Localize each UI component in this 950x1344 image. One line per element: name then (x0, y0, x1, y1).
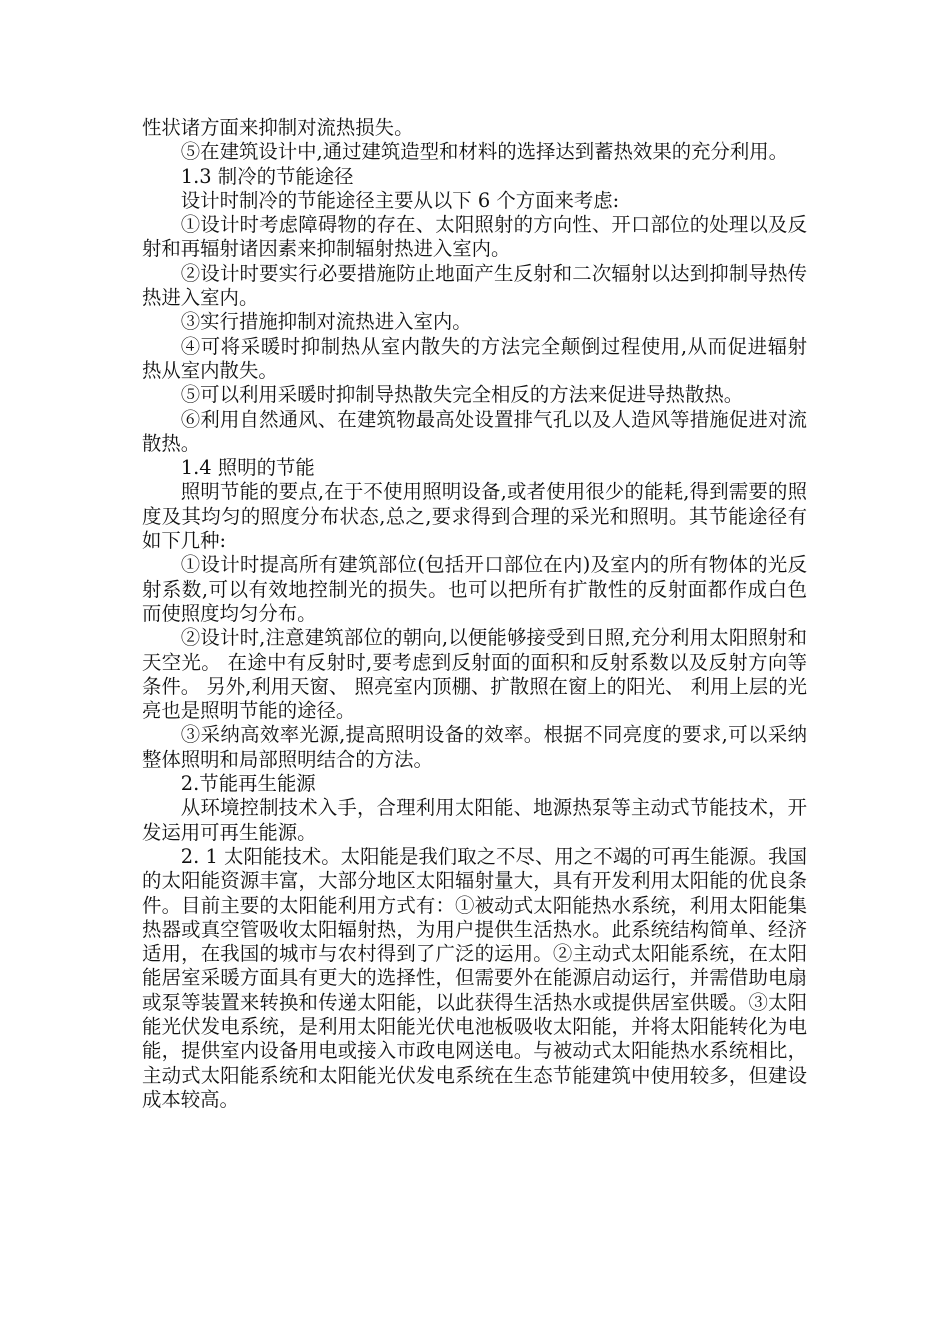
paragraph: ⑤在建筑设计中,通过建筑造型和材料的选择达到蓄热效果的充分利用。 (180, 140, 789, 164)
paragraph: 2. 1 太阳能技术。太阳能是我们取之不尽、用之不竭的可再生能源。我国的太阳能资源丰富，大部分地区太阳辐射量大，具有开发利用太阳能的优良条件。目前主要的太阳能利用方式有：①被动式太阳能热水系统，利用太阳能集热器或真空管吸收太阳辐射热，为用户提供生活热水。此系统结构简单、经济适用，在我国的城市与农村得到了广泛的运用。②主动式太阳能系统，在太阳能居室采暖方面具有更大的选择性，但需要外在能源启动运行，并需借助电扇或泵等装置来转换和传递太阳能，以此获得生活热水或提供居室供暖。③太阳能光伏发电系统，是利用太阳能光伏电池板吸收太阳能，并将太阳能转化为电能，提供室内设备用电或接入市政电网送电。与被动式太阳能热水系统相比，主动式太阳能系统和太阳能光伏发电系统在生态节能建筑中使用较多，但建设成本较高。 (142, 844, 807, 1111)
section-heading: 1.3 制冷的节能途径 (180, 164, 354, 188)
list-item: ①设计时考虑障碍物的存在、太阳照射的方向性、开口部位的处理以及反射和再辐射诸因素来抑制辐射热进入室内。 (142, 213, 807, 261)
list-item: ①设计时提高所有建筑部位(包括开口部位在内)及室内的所有物体的光反射系数,可以有效地控制光的损失。也可以把所有扩散性的反射面都作成白色而使照度均匀分布。 (142, 553, 807, 625)
paragraph: 从环境控制技术入手，合理利用太阳能、地源热泵等主动式节能技术，开发运用可再生能源。 (142, 796, 807, 844)
paragraph: 性状诸方面来抑制对流热损失。 (142, 116, 414, 139)
section-heading: 2.节能再生能源 (180, 772, 316, 796)
body-text (142, 116, 807, 1112)
section-heading: 1.4 照明的节能 (180, 456, 315, 480)
list-item: ④可将采暖时抑制热从室内散失的方法完全颠倒过程使用,从而促进辐射热从室内散失。 (142, 334, 807, 382)
paragraph: 设计时制冷的节能途径主要从以下 6 个方面来考虑: (180, 188, 620, 212)
list-item: ③实行措施抑制对流热进入室内。 (180, 310, 472, 334)
list-item: ②设计时,注意建筑部位的朝向,以便能够接受到日照,充分利用太阳照射和天空光。 在途中有反射时,要考虑到反射面的面积和反射系数以及反射方向等条件。 另外,利用天窗、 照亮室内顶棚、扩散照在窗上的阳光、 利用上层的光亮也是照明节能的途径。 (142, 626, 807, 723)
list-item: ⑥利用自然通风、在建筑物最高处设置排气孔以及人造风等措施促进对流散热。 (142, 407, 807, 455)
list-item: ②设计时要实行必要措施防止地面产生反射和二次辐射以达到抑制导热传热进入室内。 (142, 261, 807, 310)
list-item: ③采纳高效率光源,提高照明设备的效率。根据不同亮度的要求,可以采纳整体照明和局部照明结合的方法。 (142, 723, 807, 771)
paragraph: 照明节能的要点,在于不使用照明设备,或者使用很少的能耗,得到需要的照度及其均匀的照度分布状态,总之,要求得到合理的采光和照明。其节能途径有如下几种: (142, 480, 807, 553)
list-item: ⑤可以利用采暖时抑制导热散失完全相反的方法来促进导热散热。 (180, 383, 744, 407)
